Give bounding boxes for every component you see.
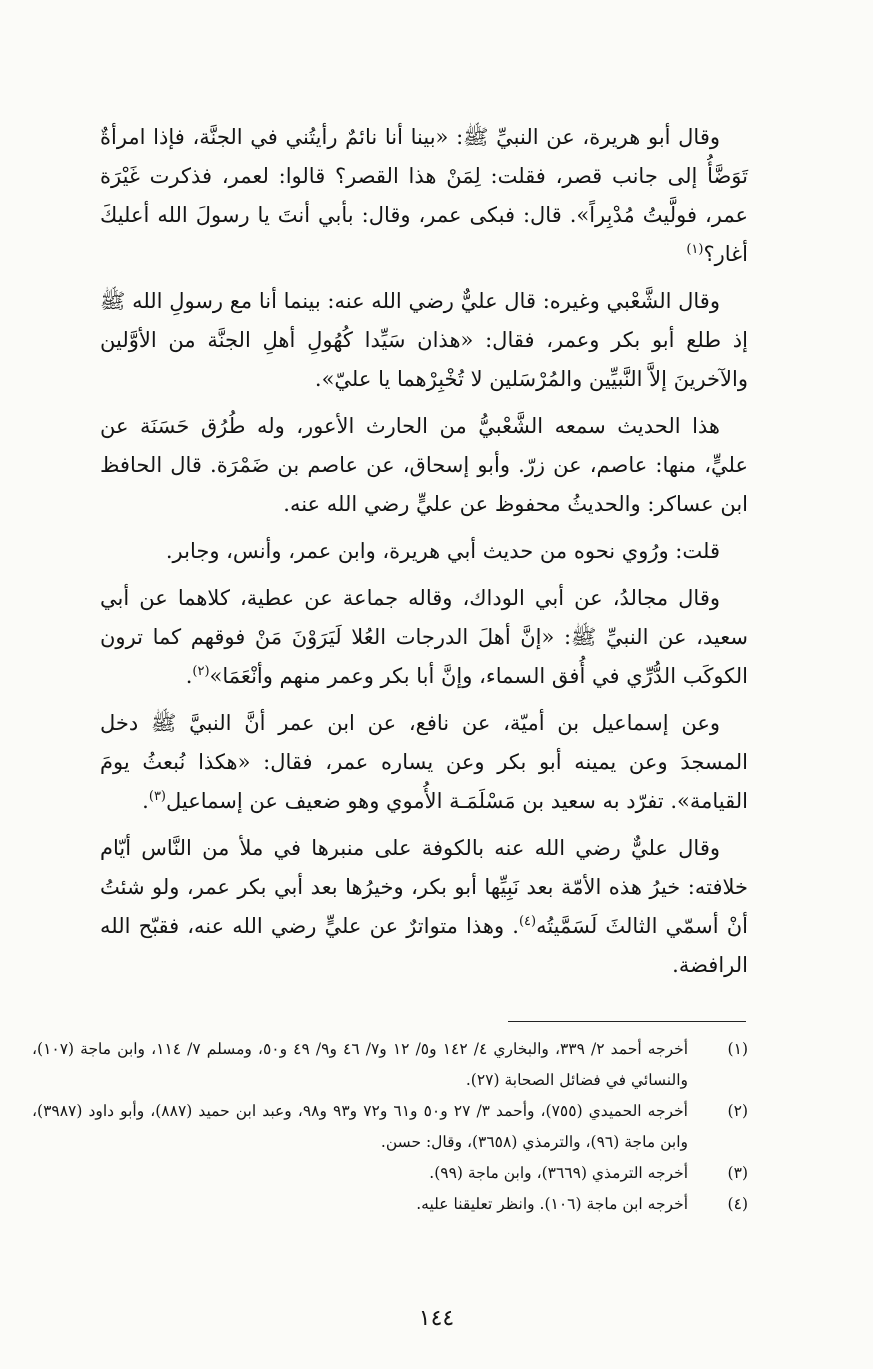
footnote-1 xyxy=(32,1034,748,1096)
footnote-3 xyxy=(32,1158,748,1189)
footnote-ref-1: (١) xyxy=(686,242,704,257)
paragraph-6: وعن إسماعيل بن أميّة، عن نافع، عن ابن عمر أنَّ النبيَّ ﷺ دخل المسجدَ وعن يمينه أبو بكر وعن يساره عمر، فقال: «هكذا نُبعثُ يومَ القيامة». تفرّد به سعيد بن مَسْلَمَـة الأُموي وهو ضعيف عن إسماعيل$^{(٣)}$. xyxy=(100,711,748,813)
footnote-2 xyxy=(32,1096,748,1158)
paragraph-4: قلت: ورُوي نحوه من حديث أبي هريرة، وابن عمر، وأنس، وجابر. xyxy=(165,539,720,563)
main-text xyxy=(100,118,748,993)
footnote-text: أخرجه الترمذي (٣٦٦٩)، وابن ماجة (٩٩). xyxy=(429,1164,688,1182)
paragraph-3: هذا الحديث سمعه الشَّعْبيُّ من الحارث الأعور، وله طُرُق حَسَنَة عن عليٍّ، منها: عاصم، عن زرّ. وأبو إسحاق، عن عاصم بن ضَمْرَة. قال الحافظ ابن عساكر: والحديثُ محفوظ عن عليٍّ رضي الله عنه. xyxy=(100,414,748,516)
footnote-ref-2: (٢) xyxy=(192,664,210,679)
footnote-separator xyxy=(508,1021,746,1022)
paragraph-5: وقال مجالدُ، عن أبي الوداك، وقاله جماعة عن عطية، كلاهما عن أبي سعيد، عن النبيِّ ﷺ: «إنَّ أهلَ الدرجات العُلا لَيَرَوْنَ مَنْ فوقهم كما ترون الكوكَب الدُّرِّي في أُفق السماء، وإنَّ أبا بكر وعمر منهم وأنْعَمَا»$^{(٢)}$. xyxy=(100,586,748,688)
footnote-4 xyxy=(32,1189,748,1220)
footnote-number: (١) xyxy=(727,1040,748,1058)
paragraph-7: وقال عليٌّ رضي الله عنه بالكوفة على منبرها في ملأ من النَّاس أيّام خلافته: خيرُ هذه الأمّة بعد نَبِيِّها أبو بكر، وخيرُها بعد أبي بكر عمر، ولو شئتُ أنْ أسمّي الثالثَ لَسَمَّيتُه$^{(٤)}$. وهذا متواترٌ عن عليٍّ رضي الله عنه، فقبّح الله الرافضة. xyxy=(100,836,748,977)
paragraph-2: وقال الشَّعْبي وغيره: قال عليٌّ رضي الله عنه: بينما أنا مع رسولِ الله ﷺ إذ طلع أبو بكر وعمر، فقال: «هذان سَيِّدا كُهُولِ أهلِ الجنَّة من الأوَّلين والآخرينَ إلاَّ النَّبيِّين والمُرْسَلين لا تُخْبِرْهما يا عليّ». xyxy=(100,289,748,391)
footnote-ref-4: (٤) xyxy=(518,914,537,929)
paragraph-1: وقال أبو هريرة، عن النبيِّ ﷺ: «بينا أنا نائمٌ رأيتُني في الجنَّة، فإذا امرأةٌ تَوَضَّأُ إلى جانب قصر، فقلت: لِمَنْ هذا القصر؟ قالوا: لعمر، فذكرت غَيْرَة عمر، فولَّيتُ مُدْبِراً». قال: فبكى عمر، وقال: بأبي أنتَ يا رسولَ الله أعليكَ أغار؟$^{(١)}$ xyxy=(100,125,748,266)
footnote-text: أخرجه الحميدي (٧٥٥)، وأحمد ٣/ ٢٧ و٥٠ و٦١ و٧٢ و٩٣ و٩٨، وعبد ابن حميد (٨٨٧)، وأبو داود (٣٩٨٧)، وابن ماجة (٩٦)، والترمذي (٣٦٥٨)، وقال: حسن. xyxy=(32,1102,688,1151)
footnote-number: (٤) xyxy=(727,1195,748,1213)
footnotes xyxy=(32,1034,748,1220)
footnote-number: (٣) xyxy=(727,1164,748,1182)
footnote-text: أخرجه ابن ماجة (١٠٦). وانظر تعليقنا عليه. xyxy=(416,1195,688,1213)
page-number: ١٤٤ xyxy=(418,1306,455,1331)
footnote-text: أخرجه أحمد ٢/ ٣٣٩، والبخاري ٤/ ١٤٢ و٥/ ١٢ و٧/ ٤٦ و٩/ ٤٩ و٥٠، ومسلم ٧/ ١١٤، وابن ماجة (١٠٧)، والنسائي في فضائل الصحابة (٢٧). xyxy=(32,1040,689,1089)
footnote-number: (٢) xyxy=(727,1102,748,1120)
footnote-ref-3: (٣) xyxy=(148,789,166,804)
